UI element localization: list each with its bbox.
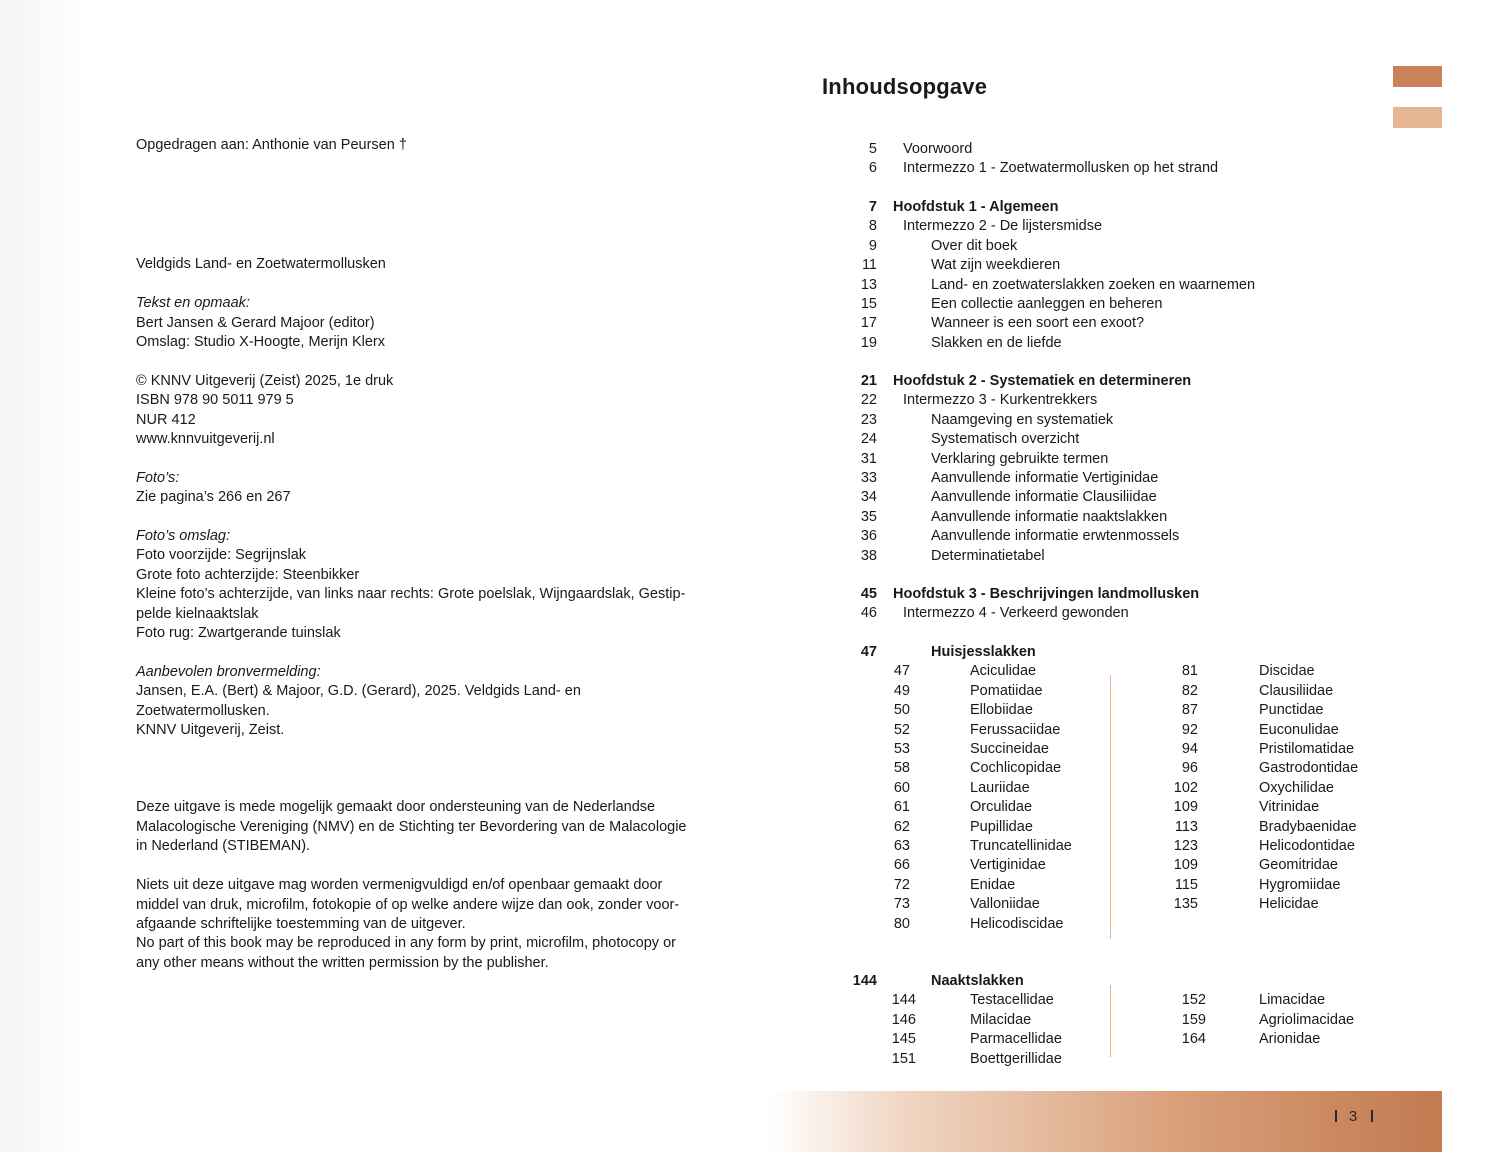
toc-page-number: 52 — [893, 721, 910, 738]
rights-line: No part of this book may be reproduced in any form by print, microfilm, photocopy or — [136, 935, 676, 952]
toc-entry-label: Euconulidae — [1259, 721, 1339, 738]
toc-page-number: 109 — [1173, 857, 1198, 874]
citation-line: KNNV Uitgeverij, Zeist. — [136, 722, 285, 739]
toc-page-number: 34 — [860, 489, 877, 506]
cover-photos-line: Foto voorzijde: Segrijnslak — [136, 547, 307, 564]
toc-page-number: 19 — [860, 334, 877, 351]
toc-page-number: 15 — [860, 296, 877, 312]
toc-title: Inhoudsopgave — [822, 74, 988, 99]
support-line: Deze uitgave is mede mogelijk gemaakt door ondersteuning van de Nederlandse — [136, 799, 656, 816]
toc-page-number: 35 — [860, 508, 877, 525]
toc-entry-label: Verklaring gebruikte termen — [931, 450, 1109, 467]
toc-page-number: 38 — [860, 547, 877, 564]
toc-page-number: 144 — [852, 973, 877, 989]
book-title: Veldgids Land- en Zoetwatermollusken — [136, 256, 386, 273]
toc-entry-label: Helicidae — [1259, 896, 1319, 913]
toc-page-number: 87 — [1181, 702, 1198, 719]
toc-entry-label: Een collectie aanleggen en beheren — [931, 296, 1163, 312]
toc-page-number: 6 — [868, 160, 877, 177]
cover-photos-line: Foto rug: Zwartgerande tuinslak — [136, 625, 341, 642]
chapter-tab-marker — [1393, 107, 1442, 128]
toc-entry-label: Limacidae — [1259, 992, 1326, 1009]
toc-page-number: 9 — [868, 237, 877, 254]
rights-line: Niets uit deze uitgave mag worden vermenigvuldigd en/of openbaar gemaakt door — [136, 877, 663, 894]
toc-entry-label: Hygromiidae — [1259, 876, 1341, 893]
rights-line: middel van druk, microfilm, fotokopie of op welke andere wijze dan ook, zonder voor- — [136, 896, 680, 913]
cover-photos-line: pelde kielnaaktslak — [136, 605, 259, 622]
toc-entry-label: Punctidae — [1259, 702, 1324, 719]
toc-page-number: 94 — [1181, 741, 1198, 757]
toc-page-number: 23 — [860, 411, 877, 428]
toc-entry-label: Ferussaciidae — [970, 721, 1061, 738]
toc-entry-label: Aanvullende informatie Clausiliidae — [931, 489, 1157, 506]
toc-entry-label: Testacellidae — [970, 992, 1054, 1009]
page-number — [1318, 1108, 1390, 1125]
toc-page-number: 73 — [893, 896, 910, 913]
toc-page-number: 11 — [861, 257, 877, 274]
toc-entry-label: Agriolimacidae — [1259, 1011, 1355, 1028]
column-divider — [1110, 985, 1111, 1057]
toc-page-number: 46 — [860, 605, 877, 622]
toc-entry-label: Determinatietabel — [931, 547, 1045, 564]
toc-entry-label: Valloniidae — [970, 896, 1040, 913]
support-line: in Nederland (STIBEMAN). — [136, 838, 311, 855]
cover-photos-line: Grote foto achterzijde: Steenbikker — [136, 566, 360, 583]
toc-page-number: 36 — [860, 528, 877, 545]
toc-entry-label: Huisjesslakken — [931, 644, 1036, 660]
toc-page-number: 164 — [1181, 1031, 1206, 1048]
support-line: Malacologische Vereniging (NMV) en de Stichting ter Bevordering van de Malacologie — [136, 818, 687, 835]
toc-entry-label: Pristilomatidae — [1259, 741, 1355, 757]
toc-entry-label: Aanvullende informatie naaktslakken — [931, 508, 1168, 525]
toc-page-number: 24 — [860, 431, 877, 448]
toc-entry-label: Gastrodontidae — [1259, 760, 1359, 777]
toc-entry-label: Truncatellinidae — [970, 838, 1072, 854]
isbn: ISBN 978 90 5011 979 5 — [136, 392, 294, 409]
toc-entry-label: Systematisch overzicht — [931, 431, 1080, 448]
colophon — [136, 136, 696, 973]
toc-page-number: 96 — [1181, 760, 1198, 777]
toc-entry-label: Wat zijn weekdieren — [931, 257, 1061, 274]
text-heading: Tekst en opmaak: — [136, 295, 250, 312]
citation-line: Jansen, E.A. (Bert) & Majoor, G.D. (Gerard), 2025. Veldgids Land- en Zoetwatermollusken. — [136, 683, 581, 719]
toc-page-number: 22 — [860, 392, 877, 409]
toc-page-number: 49 — [893, 682, 910, 699]
toc-page-number: 123 — [1173, 838, 1198, 854]
toc-entry-label: Boettgerillidae — [970, 1050, 1062, 1067]
toc-page-number: 5 — [868, 141, 877, 157]
toc-entry-label: Lauriidae — [970, 779, 1030, 796]
toc-page-number: 82 — [1181, 682, 1198, 699]
toc-page-number: 53 — [893, 741, 910, 757]
toc-entry-label: Bradybaenidae — [1259, 818, 1357, 835]
toc-entry-label: Vertiginidae — [970, 857, 1046, 874]
toc-entry-label: Geomitridae — [1259, 857, 1338, 874]
toc-entry-label: Slakken en de liefde — [931, 334, 1062, 351]
toc-entry-label: Cochlicopidae — [970, 760, 1062, 777]
page-number-text: 3 — [1348, 1108, 1360, 1125]
copyright: © KNNV Uitgeverij (Zeist) 2025, 1e druk — [136, 372, 394, 389]
toc-page-number: 146 — [891, 1011, 916, 1028]
toc-page-number: 61 — [893, 799, 910, 816]
toc-page-number: 60 — [893, 779, 910, 796]
toc-entry-label: Intermezzo 1 - Zoetwatermollusken op het strand — [903, 160, 1219, 177]
toc-entry-label: Helicodontidae — [1259, 838, 1355, 854]
toc-page-number: 45 — [860, 586, 877, 602]
toc-page-number: 63 — [893, 838, 910, 854]
toc-page-number: 145 — [891, 1031, 916, 1048]
rights-line: afgaande schriftelijke toestemming van de uitgever. — [136, 915, 466, 932]
toc-entry-label: Succineidae — [970, 741, 1049, 757]
toc-page-number: 135 — [1173, 896, 1198, 913]
toc-entry-label: Naamgeving en systematiek — [931, 411, 1114, 428]
page-gutter-shadow — [0, 0, 90, 1152]
nur: NUR 412 — [136, 411, 196, 428]
toc-page-number: 115 — [1174, 876, 1198, 893]
toc-entry-label: Clausiliidae — [1259, 682, 1334, 699]
toc-page-number: 109 — [1173, 799, 1198, 816]
toc-entry-label: Discidae — [1259, 663, 1315, 680]
toc-entry-label: Helicodiscidae — [970, 915, 1064, 932]
toc-entry-label: Arionidae — [1259, 1031, 1321, 1048]
cover-photos-heading: Foto’s omslag: — [136, 528, 231, 545]
toc-entry-label: Voorwoord — [903, 141, 973, 157]
toc-entry-label: Intermezzo 2 - De lijstersmidse — [903, 218, 1103, 235]
toc-entry-label: Hoofdstuk 2 - Systematiek en determineren — [893, 373, 1192, 389]
toc-entry-label: Naaktslakken — [931, 973, 1024, 989]
toc-entry-label: Vitrinidae — [1259, 799, 1320, 816]
citation-heading: Aanbevolen bronvermelding: — [136, 663, 321, 680]
toc-entry-label: Orculidae — [970, 799, 1033, 816]
toc-entry-label: Aciculidae — [970, 663, 1037, 680]
toc-page-number: 47 — [860, 644, 877, 660]
toc-page-number: 47 — [893, 663, 910, 680]
toc-entry-label: Land- en zoetwaterslakken zoeken en waarnemen — [931, 276, 1256, 293]
toc-page-number: 13 — [860, 276, 877, 293]
toc-page-number: 7 — [868, 199, 877, 215]
cover-design: Omslag: Studio X-Hoogte, Merijn Klerx — [136, 334, 386, 351]
toc-page-number: 33 — [860, 470, 877, 486]
photos-heading: Foto’s: — [136, 469, 180, 486]
toc-entry-label: Hoofdstuk 3 - Beschrijvingen landmollusken — [893, 586, 1200, 602]
toc-entry-label: Enidae — [970, 876, 1016, 893]
toc-page-number: 72 — [893, 876, 910, 893]
toc-entry-label: Pomatiidae — [970, 682, 1043, 699]
toc-entry-label: Parmacellidae — [970, 1031, 1062, 1048]
toc-page-number: 62 — [893, 818, 910, 835]
toc-page-number: 92 — [1181, 721, 1198, 738]
toc-page-number: 159 — [1181, 1011, 1206, 1028]
toc-entry-label: Ellobiidae — [970, 702, 1033, 719]
authors: Bert Jansen & Gerard Majoor (editor) — [136, 314, 375, 331]
toc-entry-label: Oxychilidae — [1259, 779, 1334, 796]
toc-entry-label: Wanneer is een soort een exoot? — [931, 315, 1145, 332]
toc-page-number: 66 — [893, 857, 910, 874]
toc-page-number: 102 — [1173, 779, 1198, 796]
website: www.knnvuitgeverij.nl — [136, 431, 275, 448]
toc-entry-label: Aanvullende informatie Vertiginidae — [931, 470, 1159, 486]
photos-text: Zie pagina’s 266 en 267 — [136, 489, 291, 506]
toc-page-number: 80 — [893, 915, 910, 932]
cover-photos-line: Kleine foto’s achterzijde, van links naar rechts: Grote poelslak, Wijngaardslak, Gestip- — [136, 586, 686, 603]
toc-page-number: 58 — [893, 760, 910, 777]
toc-page-number: 151 — [891, 1050, 916, 1067]
toc-page-number: 113 — [1174, 818, 1198, 835]
column-divider — [1110, 675, 1111, 939]
toc-page-number: 8 — [868, 218, 877, 235]
toc-entry-label: Over dit boek — [931, 237, 1018, 254]
toc-entry-label: Intermezzo 3 - Kurkentrekkers — [903, 392, 1098, 409]
toc-entry-label: Pupillidae — [970, 818, 1033, 835]
toc-entry-label: Aanvullende informatie erwtenmossels — [931, 528, 1180, 545]
toc-page-number: 144 — [891, 992, 916, 1009]
dedication: Opgedragen aan: Anthonie van Peursen † — [136, 137, 407, 153]
chapter-tab-marker — [1393, 66, 1442, 87]
toc-entry-label: Hoofdstuk 1 - Algemeen — [893, 199, 1059, 215]
toc-page-number: 152 — [1181, 992, 1206, 1009]
rights-line: any other means without the written permission by the publisher. — [136, 954, 549, 971]
toc-page-number: 81 — [1181, 663, 1198, 680]
toc-page-number: 21 — [860, 373, 877, 389]
toc-entry-label: Milacidae — [970, 1011, 1032, 1028]
toc-page-number: 17 — [860, 315, 877, 332]
toc-page-number: 31 — [860, 450, 877, 467]
toc-page-number: 50 — [893, 702, 910, 719]
toc-entry-label: Intermezzo 4 - Verkeerd gewonden — [903, 605, 1129, 622]
